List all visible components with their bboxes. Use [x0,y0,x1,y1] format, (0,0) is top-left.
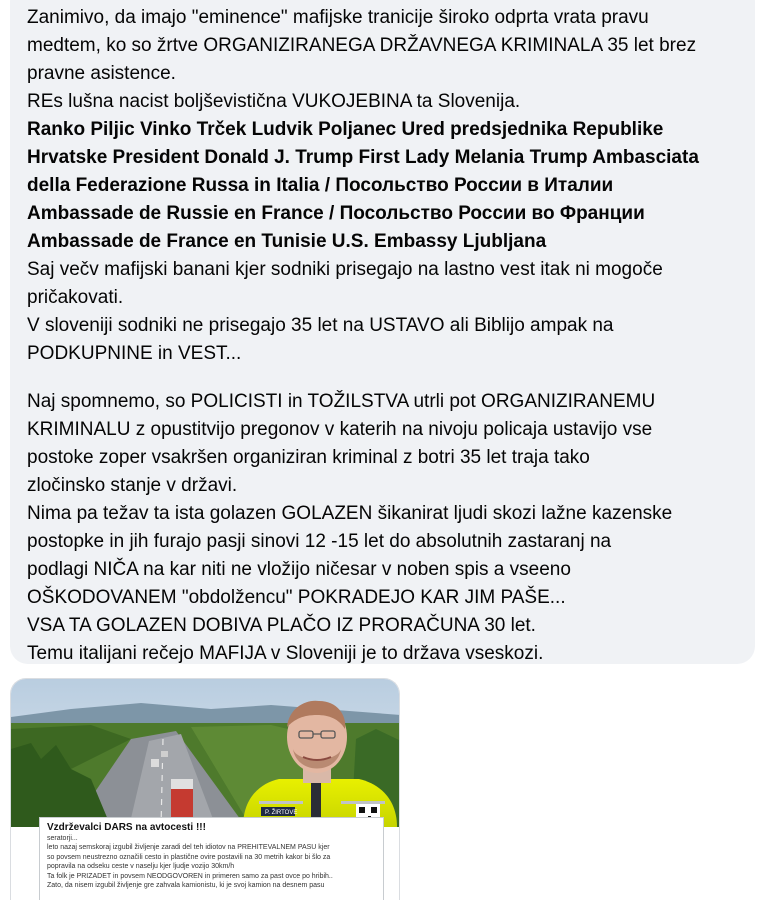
comment-text-line: Saj večv mafijski banani kjer sodniki prisegajo na lastno vest itak ni mogoče [27,259,663,280]
comment-text-line: Temu italijani rečejo MAFIJA v Sloveniji je to država vseskozi. [27,643,544,664]
badge-text: P. ŽIRTOVE [265,810,298,816]
comment-text-line: podlagi NIČA na kar niti ne vložijo ničesar v noben spis a vseeno [27,559,571,580]
comment-text-line: Nima pa težav ta ista golazen GOLAZEN šikanirat ljudi skozi lažne kazenske [27,503,673,524]
comment-text-line: pravne asistence. [27,63,176,84]
comment-text-line: OŠKODOVANEM "obdolžencu" POKRADEJO KAR JIM PAŠE... [27,587,566,608]
comment-text-line: VSA TA GOLAZEN DOBIVA PLAČO IZ PRORAČUNA 30 let. [27,615,536,636]
caption-line: seratorji... [47,835,78,842]
comment-text-line: V sloveniji sodniki ne prisegajo 35 let na USTAVO ali Biblijo ampak na [27,315,614,336]
caption-line: so povsem neustrezno označili cesto in plastične ovire postavili na 30 metrih kakor bi šlo za [47,853,331,861]
photo-highway-officer [11,679,400,827]
comment-text-line: KRIMINALU z opustitvijo pregonov v katerih na nivoju policaja ustavijo vse [27,419,653,440]
comment-bubble [10,0,755,664]
comment-paragraph-2 [27,388,741,664]
comment-text-line: postopke in jih furajo pasji sinovi 12 -15 let do absolutnih zastaranj na [27,531,612,552]
comment-text-line[interactable]: della Federazione Russa in Italia / Посольство России в Италии [27,175,614,196]
comment-text-line: pričakovati. [27,287,124,308]
comment-text-line: postoke zoper vsakršen organiziran kriminal z botri 35 let traja tako [27,447,590,468]
screenshot-caption-card [39,817,384,900]
caption-line: Zato, da nisem izgubil življenje gre zahvala kamionistu, ki je svoj kamion na desnem pasu [47,882,325,890]
comment-text-line: Zanimivo, da imajo "eminence" mafijske tranicije široko odprta vrata pravu [27,7,649,28]
comment-text-line[interactable]: Ambassade de France en Tunisie U.S. Embassy Ljubljana [27,231,547,252]
comment-text-line: REs lušna nacist boljševistična VUKOJEBINA ta Slovenija. [27,91,521,112]
comment-text-line: medtem, ko so žrtve ORGANIZIRANEGA DRŽAVNEGA KRIMINALA 35 let brez [27,35,697,56]
comment-text-line[interactable]: Ranko Piljic Vinko Trček Ludvik Poljanec Ured predsjednika Republike [27,119,664,140]
caption-title: Vzdrževalci DARS na avtocesti !!! [47,822,206,833]
comment-paragraph-1 [27,4,741,368]
comment-text-line: Naj spomnemo, so POLICISTI in TOŽILSTVA utrli pot ORGANIZIRANEMU [27,391,656,412]
attached-image[interactable] [10,678,400,900]
caption-line: popravila na odseku ceste v naselju kjer ljudje vozijo 30km/h [47,863,235,871]
comment-text-line: PODKUPNINE in VEST... [27,343,242,364]
comment-text-line: zločinsko stanje v državi. [27,475,238,496]
comment-text-line[interactable]: Hrvatske President Donald J. Trump First Lady Melania Trump Ambasciata [27,147,699,168]
comment-text-line[interactable]: Ambassade de Russie en France / Посольство России во Франции [27,203,645,224]
caption-line: leto nazaj semskoraj izgubil življenje zaradi del teh idiotov na PREHITEVALNEM PASU kjer [47,844,330,852]
caption-line: Ta folk je PRIZADET in povsem NEODGOVOREN in primeren samo za past ovce po hribih.. [47,872,333,880]
